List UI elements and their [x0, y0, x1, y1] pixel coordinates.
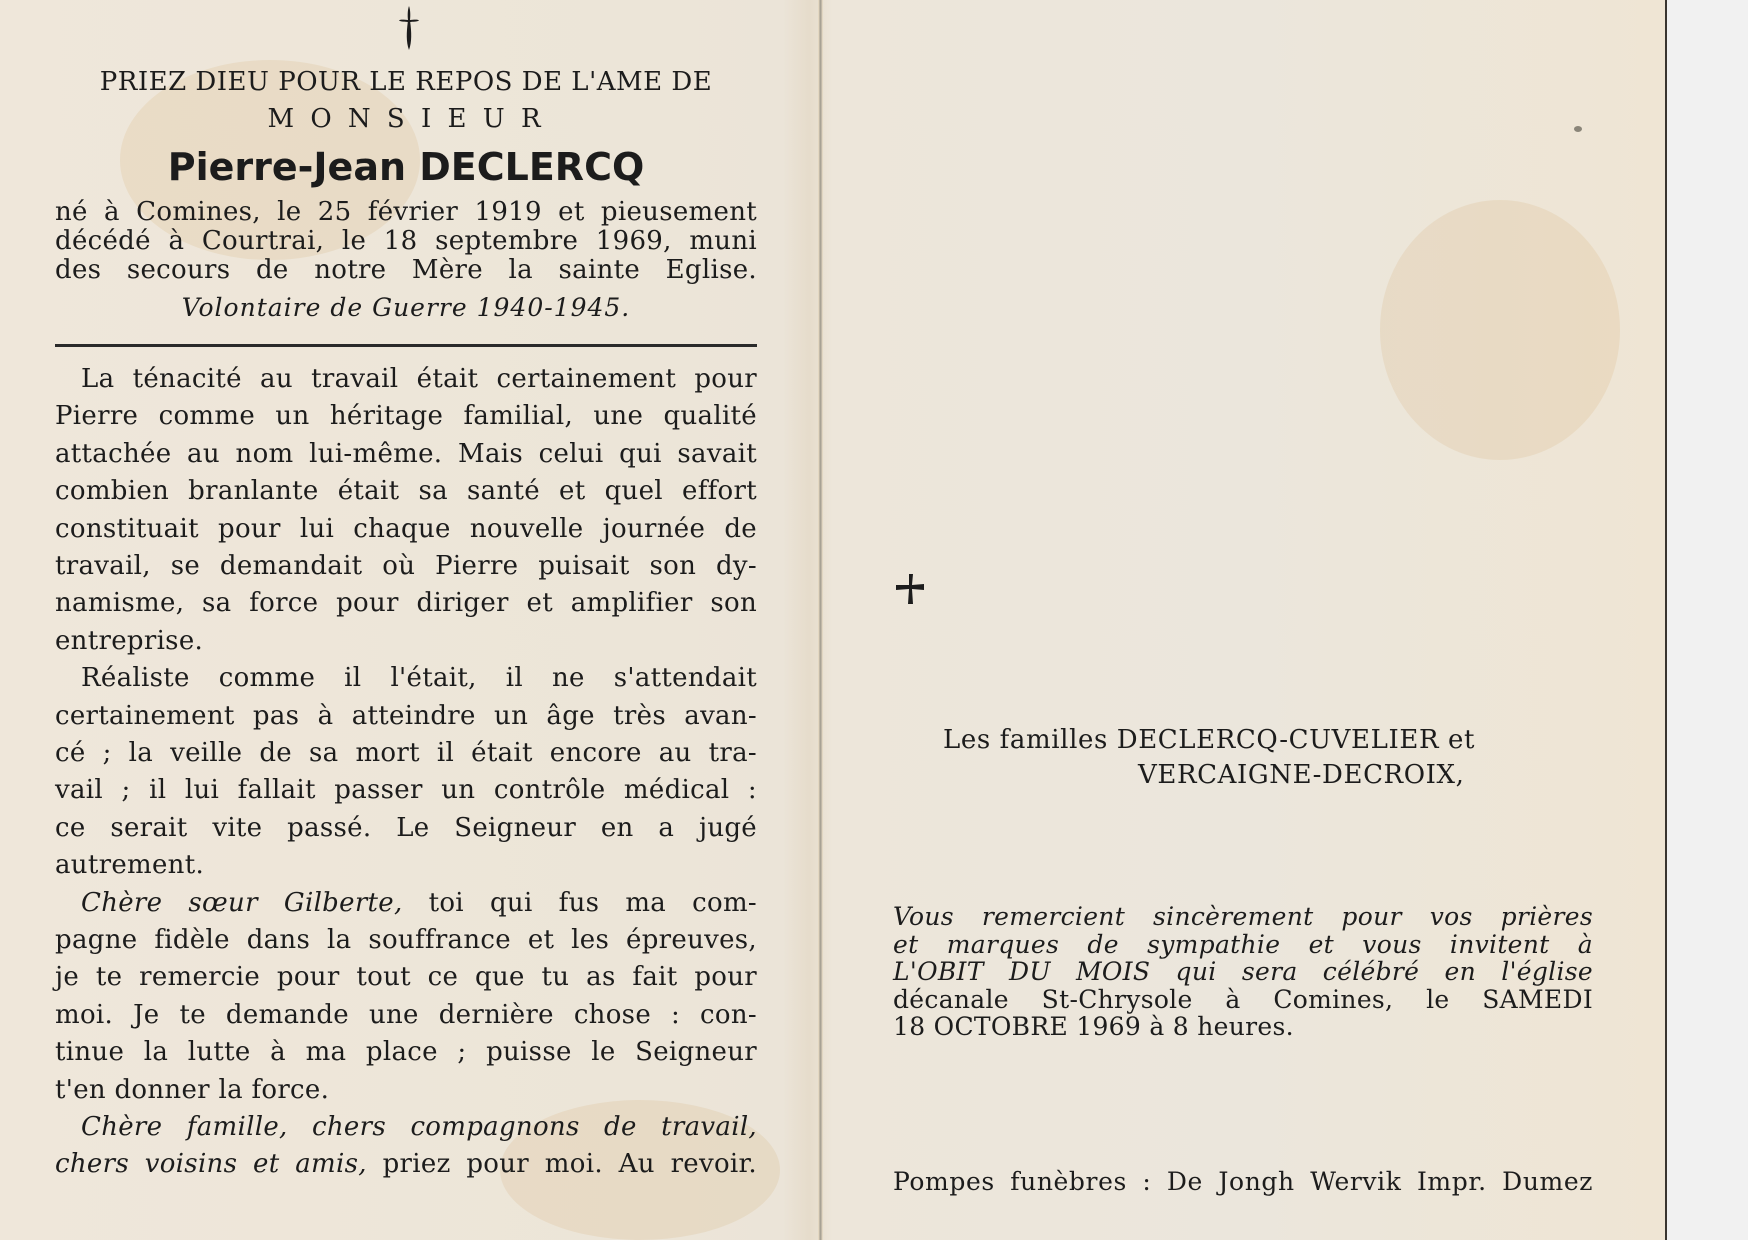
italic-address: chers voisins et amis,: [55, 1149, 367, 1180]
paragraph-text: toi qui fus ma com-: [402, 887, 757, 918]
paragraph-line: autrement.: [55, 850, 205, 881]
paper-spot: [1574, 126, 1582, 132]
italic-address: Chère sœur Gilberte,: [81, 887, 403, 918]
families-line-1: Les familles DECLERCQ-CUVELIER et: [943, 725, 1476, 755]
paragraph-line: entreprise.: [55, 625, 204, 656]
paragraph-line: Réaliste comme il l'était, il ne s'attendait: [81, 663, 757, 694]
deceased-name: Pierre-Jean DECLERCQ: [167, 145, 645, 189]
paragraph-line: cé ; la veille de sa mort il était encore au tra-: [55, 738, 757, 768]
paragraph-line: constituait pour lui chaque nouvelle journée de: [55, 513, 757, 544]
paragraph-line: travail, se demandait où Pierre puisait son dy-: [55, 551, 757, 581]
volunteer-line: Volontaire de Guerre 1940-1945.: [181, 293, 631, 322]
paragraph-line: [81, 888, 757, 918]
paragraph-text: priez pour moi. Au revoir.: [366, 1149, 757, 1180]
thanks-line: Vous remercient sincèrement pour vos prières: [893, 902, 1593, 931]
latin-cross-icon: [398, 4, 420, 52]
thanks-line: 18 OCTOBRE 1969 à 8 heures.: [893, 1012, 1294, 1041]
paragraph-line: ce serait vite passé. Le Seigneur en a jugé: [55, 812, 757, 843]
page-fold: [818, 0, 823, 1240]
divider-rule: [55, 344, 757, 347]
paragraph-line: pagne fidèle dans la souffrance et les épreuves,: [55, 925, 757, 955]
bio-line: décédé à Courtrai, le 18 septembre 1969, muni: [55, 226, 757, 256]
paragraph-line: La ténacité au travail était certainement pour: [81, 364, 757, 394]
paper-stain: [1380, 200, 1620, 460]
paragraph-line: combien branlante était sa santé et quel effort: [55, 476, 757, 507]
thanks-line: et marques de sympathie et vous invitent à: [893, 929, 1593, 959]
paragraph-line: certainement pas à atteindre un âge très avan-: [55, 700, 757, 731]
prayer-heading: PRIEZ DIEU POUR LE REPOS DE L'AME DE: [99, 67, 713, 97]
cross-pattee-icon: [894, 572, 926, 606]
paragraph-line: moi. Je te demande une dernière chose : con-: [55, 999, 757, 1030]
families-line-2: VERCAIGNE-DECROIX,: [1138, 760, 1465, 790]
paragraph-line: Chère famille, chers compagnons de travail,: [81, 1112, 757, 1142]
footer-printer: Pompes funèbres : De Jongh Wervik Impr. Dumez: [893, 1167, 1593, 1196]
paragraph-line: [55, 1149, 757, 1179]
paragraph-line: tinue la lutte à ma place ; puisse le Seigneur: [55, 1037, 757, 1068]
paragraph-line: vail ; il lui fallait passer un contrôle médical :: [55, 775, 757, 806]
thanks-line: L'OBIT DU MOIS qui sera célébré en l'église: [893, 957, 1593, 986]
thanks-line: décanale St-Chrysole à Comines, le SAMEDI: [893, 984, 1593, 1014]
title-monsieur: M O N S I E U R: [267, 104, 545, 134]
bio-line: des secours de notre Mère la sainte Eglise.: [55, 255, 757, 285]
paragraph-line: attachée au nom lui-même. Mais celui qui savait: [55, 438, 757, 469]
paragraph-line: namisme, sa force pour diriger et amplifier son: [55, 588, 757, 619]
paragraph-line: Pierre comme un héritage familial, une qualité: [55, 401, 757, 432]
bio-line: né à Comines, le 25 février 1919 et pieusement: [55, 197, 757, 227]
paragraph-line: t'en donner la force.: [55, 1074, 330, 1105]
paragraph-line: je te remercie pour tout ce que tu as fait pour: [55, 962, 757, 993]
